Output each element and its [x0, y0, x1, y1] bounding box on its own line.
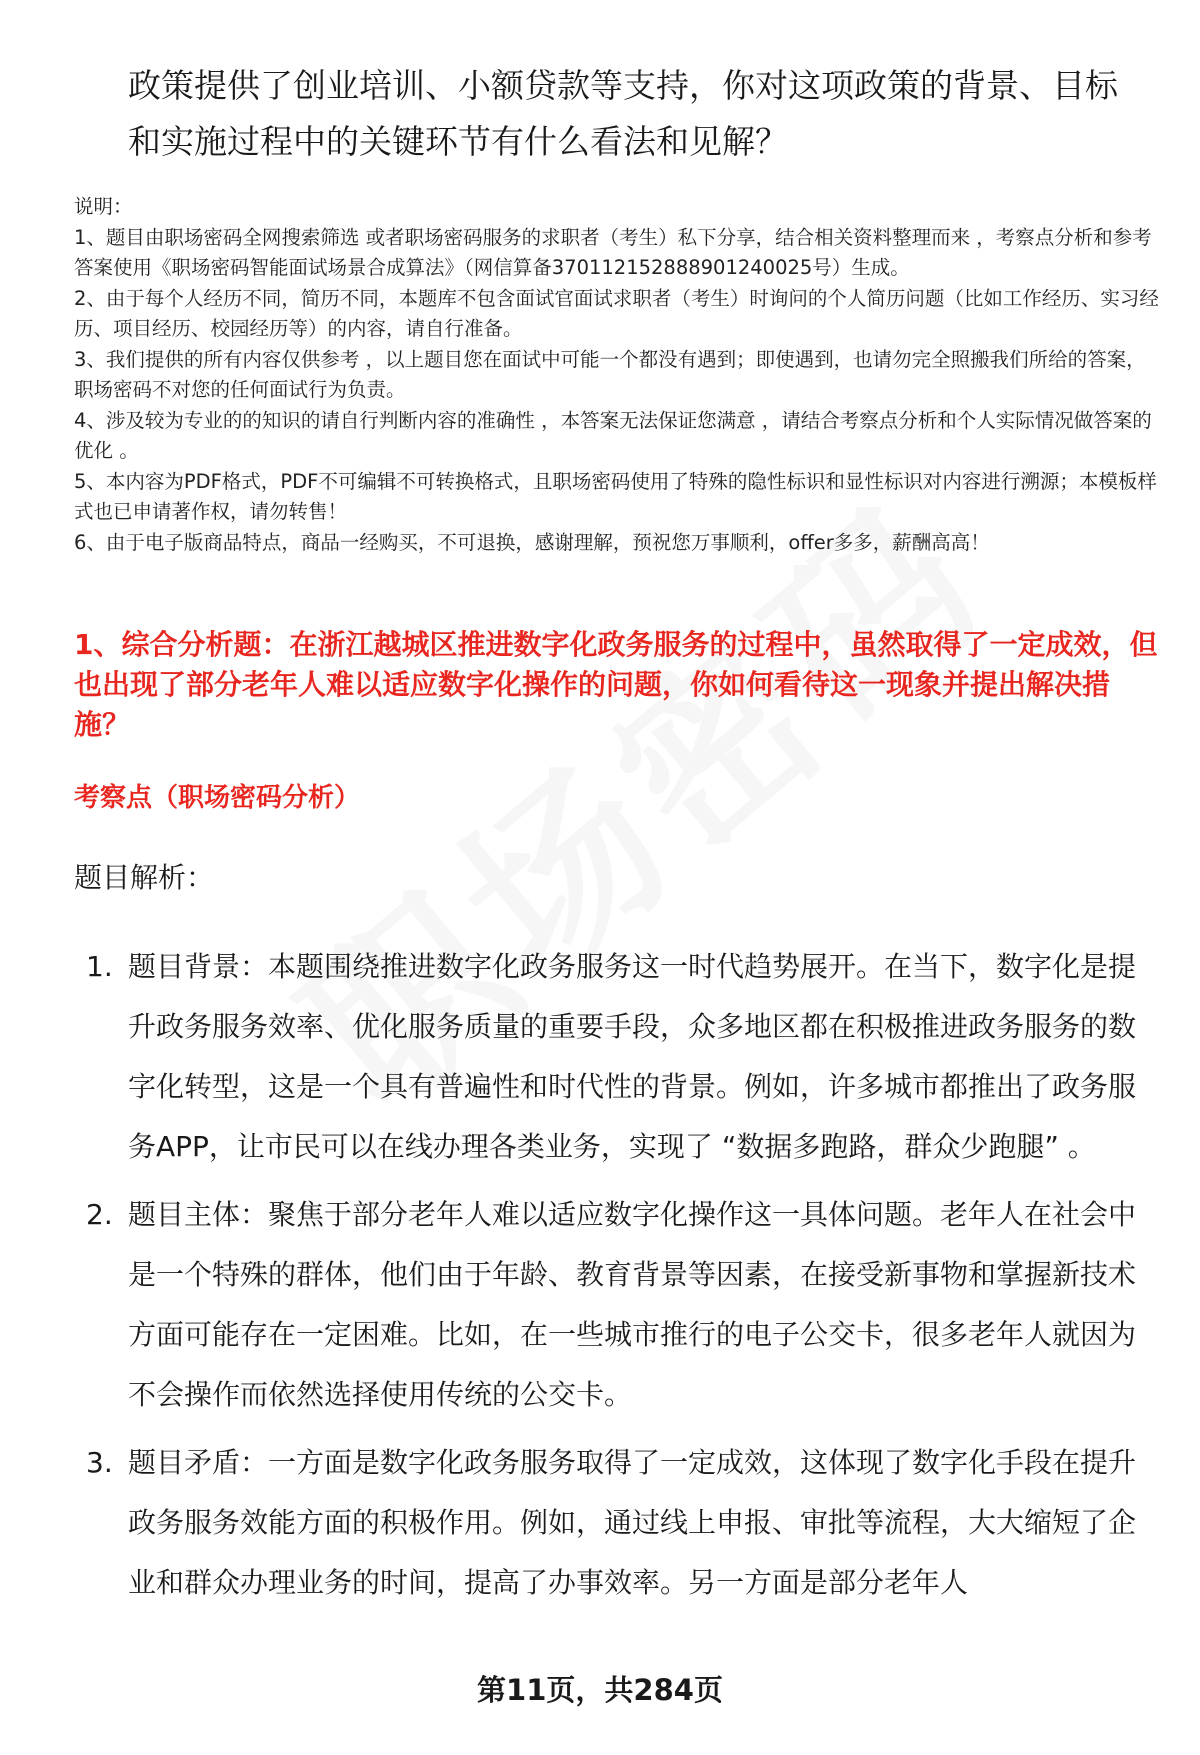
- item-text: 题目矛盾：一方面是数字化政务服务取得了一定成效，这体现了数字化手段在提升政务服务效能方面的积极作用。例如，通过线上申报、审批等流程，大大缩短了企业和群众办理业务的时间，提高了办事效率。另一方面是部分老年人: [128, 1446, 1137, 1599]
- analysis-heading: 题目解析：: [74, 861, 215, 894]
- note-item: 4、涉及较为专业的的知识的请自行判断内容的准确性 ，本答案无法保证您满意 ，请结合考察点分析和个人实际情况做答案的优化 。: [74, 408, 1152, 462]
- question-title: 1、综合分析题：在浙江越城区推进数字化政务服务的过程中，虽然取得了一定成效，但也出现了部分老年人难以适应数字化操作的问题，你如何看待这一现象并提出解决措施？: [74, 628, 1158, 741]
- notes-heading: 说明：: [74, 195, 133, 218]
- item-number: 2.: [86, 1198, 113, 1231]
- note-item: 1、题目由职场密码全网搜索筛选 或者职场密码服务的求职者（考生）私下分享，结合相关资料整理而来 ，考察点分析和参考答案使用《职场密码智能面试场景合成算法》（网信算备370112152888901240025号）生成。: [74, 225, 1152, 279]
- analysis-item: [74, 937, 1154, 1177]
- note-item: 5、本内容为PDF格式，PDF不可编辑不可转换格式，且职场密码使用了特殊的隐性标识和显性标识对内容进行溯源；本模板样式也已申请著作权，请勿转售！: [74, 469, 1157, 523]
- focus-heading: 考察点（职场密码分析）: [74, 783, 361, 813]
- item-text: 题目背景：本题围绕推进数字化政务服务这一时代趋势展开。在当下，数字化是提升政务服务效率、优化服务质量的重要手段，众多地区都在积极推进政务服务的数字化转型，这是一个具有普遍性和时代性的背景。例如，许多城市都推出了政务服务APP，让市民可以在线办理各类业务，实现了 “数据多跑路，群众少跑腿” 。: [128, 950, 1137, 1163]
- item-text: 题目主体：聚焦于部分老年人难以适应数字化操作这一具体问题。老年人在社会中是一个特殊的群体，他们由于年龄、教育背景等因素，在接受新事物和掌握新技术方面可能存在一定困难。比如，在一些城市推行的电子公交卡，很多老年人就因为不会操作而依然选择使用传统的公交卡。: [128, 1198, 1137, 1411]
- note-item: 2、由于每个人经历不同，简历不同，本题库不包含面试官面试求职者（考生）时询问的个人简历问题（比如工作经历、实习经历、项目经历、校园经历等）的内容，请自行准备。: [74, 286, 1159, 340]
- analysis-list: [74, 937, 1154, 1621]
- note-item: 6、由于电子版商品特点，商品一经购买，不可退换，感谢理解，预祝您万事顺利，offer多多，薪酬高高！: [74, 530, 990, 554]
- analysis-item: [74, 1433, 1154, 1613]
- notes-section: [74, 192, 1164, 558]
- note-item: 3、我们提供的所有内容仅供参考 ，以上题目您在面试中可能一个都没有遇到；即使遇到，也请勿完全照搬我们所给的答案，职场密码不对您的任何面试行为负责。: [74, 347, 1146, 401]
- page-footer: 第11页，共284页: [477, 1673, 723, 1707]
- item-number: 1.: [86, 950, 113, 983]
- document-title: 政策提供了创业培训、小额贷款等支持，你对这项政策的背景、目标和实施过程中的关键环节有什么看法和见解？: [128, 66, 1118, 161]
- analysis-item: [74, 1185, 1154, 1425]
- item-number: 3.: [86, 1446, 113, 1479]
